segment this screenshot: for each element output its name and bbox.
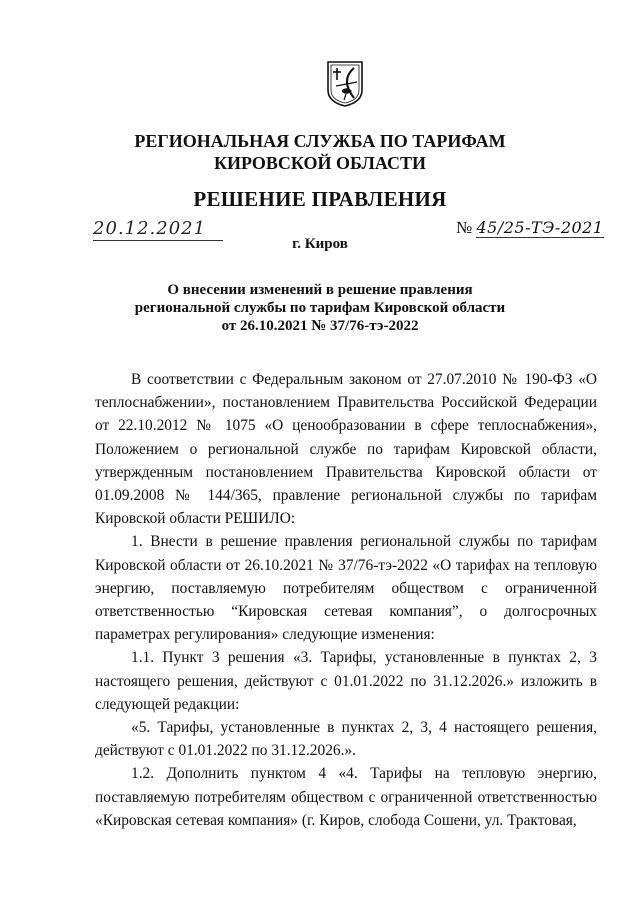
subject-line-2: региональной службы по тарифам Кировской области: [134, 300, 506, 316]
number-value: 45/25-ТЭ-2021: [476, 218, 604, 237]
subject-line-1: О внесении изменений в решение правления: [167, 282, 473, 298]
decision-date: 20.12.2021: [93, 218, 223, 241]
subject-heading: [0, 281, 640, 335]
subject-line-3: от 26.10.2021 № 37/76-тэ-2022: [221, 318, 419, 334]
paragraph-item-1: 1. Внести в решение правления региональной службы по тарифам Кировской области от 26.10.2021 № 37/76-тэ-2022 «О тарифах на тепловую энергию, поставляемую потребителям обществом с ограниченной ответственностью “Кировская сетевая компания”, о долгосрочных параметрах регулирования» следующие изменения:: [95, 533, 597, 644]
document-body: [95, 368, 597, 832]
paragraph-preamble: В соответствии с Федеральным законом от 27.07.2010 № 190-ФЗ «О теплоснабжении», постановлением Правительства Российской Федерации от 22.10.2012 № 1075 «О ценообразовании в сфере теплоснабжения», Положением о региональной службе по тарифам Кировской области, утвержденным постановлением Правительства Кировской области от 01.09.2008 № 144/365, правление региональной службы по тарифам Кировской области РЕШИЛО:: [95, 371, 597, 528]
coat-of-arms-icon: [326, 60, 364, 108]
decision-title: РЕШЕНИЕ ПРАВЛЕНИЯ: [193, 187, 447, 211]
number-label: №: [456, 218, 473, 237]
organization-line-1: РЕГИОНАЛЬНАЯ СЛУЖБА ПО ТАРИФАМ: [134, 131, 506, 151]
paragraph-item-1-1: 1.1. Пункт 3 решения «3. Тарифы, установленные в пунктах 2, 3 настоящего решения, действуют с 01.01.2022 по 31.12.2026.» изложить в следующей редакции:: [95, 649, 597, 713]
decision-number: [456, 218, 604, 238]
paragraph-item-1-2: 1.2. Дополнить пунктом 4 «4. Тарифы на тепловую энергию, поставляемую потребителям обществом с ограниченной ответственностью «Кировская сетевая компания» (г. Киров, слобода Сошени, ул. Трактовая,: [95, 765, 597, 829]
city: г. Киров: [292, 236, 348, 252]
organization-name: [0, 130, 640, 174]
paragraph-quote: «5. Тарифы, установленные в пунктах 2, 3, 4 настоящего решения, действуют с 01.01.2022 по 31.12.2026.».: [95, 719, 597, 760]
organization-line-2: КИРОВСКОЙ ОБЛАСТИ: [213, 153, 427, 173]
